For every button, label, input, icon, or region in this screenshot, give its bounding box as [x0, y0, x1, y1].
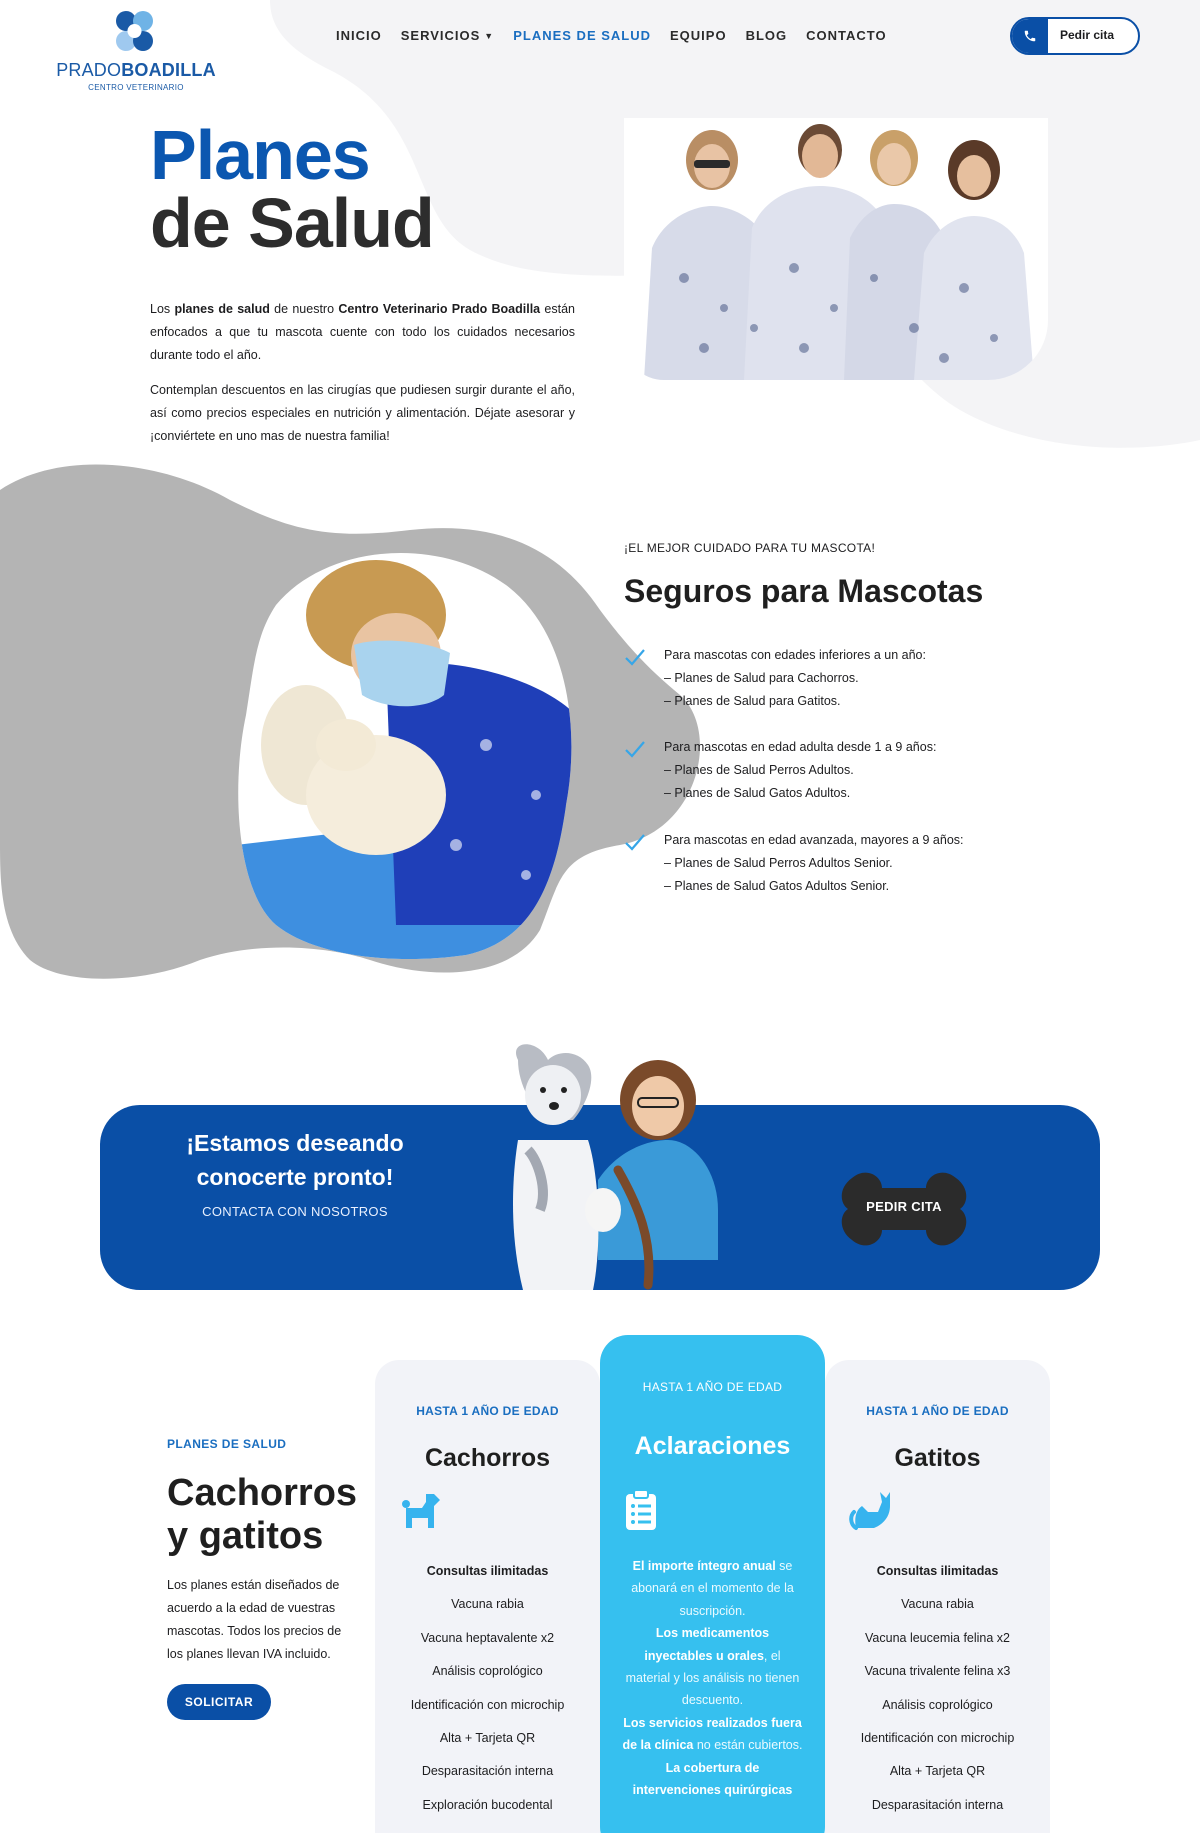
- clipboard-icon: [620, 1488, 664, 1532]
- card-feature: Análisis coprológico: [432, 1664, 543, 1679]
- hero-paragraph-1: Los planes de salud de nuestro Centro Veterinario Prado Boadilla están enfocados a que tu mascota cuente con todo los cuidados necesarios durante todo el año.: [150, 302, 576, 362]
- nav-blog[interactable]: BLOG: [745, 28, 788, 43]
- aclaracion-note: Los servicios realizados fuera de la clínica no están cubiertos.: [622, 1715, 803, 1753]
- pedir-cita-bone-label: PEDIR CITA: [866, 1199, 942, 1214]
- check-icon: [624, 646, 646, 668]
- card-feature: Desparasitación interna: [871, 1797, 1004, 1812]
- pedir-cita-label: Pedir cita: [1060, 28, 1115, 42]
- brand-name: PRADOBOADILLA: [56, 60, 216, 80]
- solicitar-button[interactable]: SOLICITAR: [167, 1684, 271, 1720]
- seguros-group-2: [624, 736, 1004, 805]
- pedir-cita-header-button[interactable]: [1010, 17, 1140, 55]
- aclaracion-note: Los medicamentos inyectables u orales, el material y los análisis no tienen descuento.: [625, 1626, 800, 1708]
- card-feature: Identificación con microchip: [860, 1730, 1015, 1745]
- seguros-line: – Planes de Salud Gatos Adultos Senior.: [664, 879, 890, 893]
- card-features-cachorros: [375, 1555, 600, 1822]
- hero-title-line2: de Salud: [150, 184, 434, 262]
- seguros-line: – Planes de Salud Gatos Adultos.: [664, 786, 851, 800]
- card-title: Cachorros: [424, 1444, 551, 1472]
- seguros-title: Seguros para Mascotas: [624, 573, 984, 609]
- main-nav: [336, 28, 887, 43]
- card-feature: Exploración bucodental: [422, 1797, 553, 1812]
- seguros-line: – Planes de Salud Perros Adultos Senior.: [664, 856, 893, 870]
- team-photo: [624, 118, 1048, 380]
- card-feature: Consultas ilimitadas: [876, 1564, 999, 1578]
- card-feature: Vacuna rabia: [451, 1597, 524, 1612]
- card-feature: Vacuna leucemia felina x2: [865, 1630, 1010, 1645]
- seguros-line: – Planes de Salud para Cachorros.: [664, 671, 859, 685]
- banner-title: ¡Estamos deseando conocerte pronto!: [186, 1130, 404, 1190]
- card-feature: Vacuna rabia: [901, 1597, 974, 1612]
- planes-description: Los planes están diseñados de acuerdo a la edad de vuestras mascotas. Todos los precios de los planes llevan IVA incluido.: [167, 1578, 342, 1661]
- card-feature: Identificación con microchip: [410, 1697, 565, 1712]
- card-kicker: HASTA 1 AÑO DE EDAD: [866, 1404, 1009, 1418]
- phone-icon: [1012, 19, 1048, 53]
- card-feature: Vacuna trivalente felina x3: [864, 1664, 1011, 1679]
- card-feature: Vacuna heptavalente x2: [420, 1630, 555, 1645]
- cat-icon: [848, 1488, 892, 1532]
- nav-contacto[interactable]: CONTACTO: [806, 28, 887, 43]
- nav-servicios-label: SERVICIOS: [400, 28, 481, 43]
- seguros-group-3: [624, 829, 1004, 898]
- nav-servicios[interactable]: [401, 28, 494, 43]
- paw-cross-logo-icon: [108, 6, 160, 58]
- hero-title-line1: Planes: [150, 116, 370, 194]
- check-icon: [624, 738, 646, 760]
- card-features-gatitos: [825, 1555, 1050, 1822]
- planes-title: Cachorros y gatitos: [167, 1472, 358, 1557]
- card-title: Aclaraciones: [634, 1432, 791, 1460]
- seguros-line: Para mascotas en edad avanzada, mayores a 9 años:: [664, 833, 964, 847]
- brand-logo[interactable]: [56, 6, 216, 90]
- seguros-line: – Planes de Salud Perros Adultos.: [664, 763, 854, 777]
- card-feature: Desparasitación interna: [421, 1764, 554, 1779]
- nav-inicio[interactable]: INICIO: [336, 28, 382, 43]
- brand-subtitle: CENTRO VETERINARIO: [88, 83, 184, 92]
- seguros-group-1: [624, 644, 1004, 713]
- card-feature: Consultas ilimitadas: [426, 1564, 549, 1578]
- aclaraciones-notes: [622, 1555, 803, 1801]
- banner-contact-link[interactable]: CONTACTA CON NOSOTROS: [202, 1204, 388, 1219]
- vet-with-dog-photo: [478, 1040, 718, 1300]
- planes-kicker: PLANES DE SALUD: [167, 1437, 287, 1451]
- card-feature: Alta + Tarjeta QR: [439, 1730, 536, 1745]
- card-feature: Alta + Tarjeta QR: [889, 1764, 986, 1779]
- seguros-line: Para mascotas con edades inferiores a un año:: [664, 648, 926, 662]
- chevron-down-icon: ▼: [484, 31, 495, 41]
- card-feature: Análisis coprológico: [882, 1697, 993, 1712]
- seguros-line: Para mascotas en edad adulta desde 1 a 9 años:: [664, 740, 937, 754]
- hero-paragraph-2: Contemplan descuentos en las cirugías que pudiesen surgir durante el año, así como precios especiales en nutrición y alimentación. Déjate asesorar y ¡conviértete en uno mas de nuestra familia!: [150, 383, 575, 443]
- aclaracion-note: La cobertura de intervenciones quirúrgicas: [632, 1760, 793, 1798]
- dog-icon: [400, 1488, 444, 1532]
- card-kicker: HASTA 1 AÑO DE EDAD: [642, 1380, 783, 1394]
- seguros-kicker: ¡EL MEJOR CUIDADO PARA TU MASCOTA!: [624, 541, 876, 555]
- aclaracion-note: El importe íntegro anual se abonará en el momento de la suscripción.: [631, 1559, 794, 1618]
- check-icon: [624, 831, 646, 853]
- card-kicker: HASTA 1 AÑO DE EDAD: [416, 1404, 559, 1418]
- card-title: Gatitos: [894, 1444, 981, 1472]
- seguros-line: – Planes de Salud para Gatitos.: [664, 694, 841, 708]
- nav-equipo[interactable]: EQUIPO: [670, 28, 727, 43]
- nav-planes-de-salud[interactable]: PLANES DE SALUD: [513, 28, 652, 43]
- vet-with-puppies-photo: [236, 545, 576, 960]
